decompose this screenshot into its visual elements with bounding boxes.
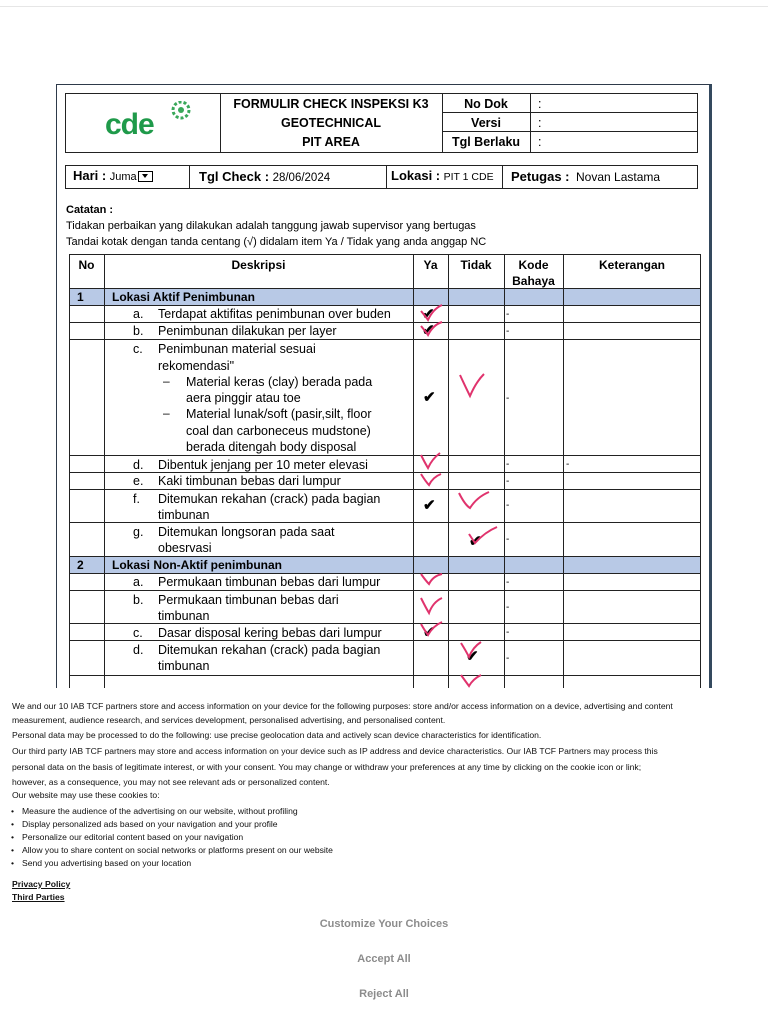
petugas-label: Petugas : [511, 169, 570, 184]
consent-purpose-item: • Send you advertising based on your location [12, 857, 191, 870]
petugas-value: Novan Lastama [576, 170, 661, 184]
item-1f-letter: f. [133, 492, 140, 506]
consent-text-line: Personal data may be processed to do the following: use precise geolocation data and actively scan device characteristics for identification. [12, 730, 542, 740]
item-2d-text-2: timbunan [158, 659, 210, 673]
item-2c-letter: c. [133, 626, 143, 640]
petugas-field [511, 169, 660, 185]
pink-check-icon [459, 640, 485, 660]
item-1b-text: Penimbunan dilakukan per layer [158, 324, 337, 338]
item-2b-letter: b. [133, 593, 144, 607]
item-1g-text-2: obesrvasi [158, 541, 212, 555]
item-2c-text: Dasar disposal kering bebas dari lumpur [158, 626, 382, 640]
item-1c-kode: - [506, 393, 510, 404]
check-mark-icon: ✔ [423, 624, 436, 641]
item-1d-letter: d. [133, 458, 144, 472]
consent-purpose-item: • Allow you to share content on social networks or platforms present on our website [12, 844, 333, 857]
pink-check-icon [457, 372, 487, 400]
customize-choices-button[interactable]: Customize Your Choices [319, 918, 449, 930]
consent-purpose-item: • Display personalized ads based on your navigation and your profile [12, 818, 278, 831]
cde-logo [103, 101, 213, 141]
check-mark-icon: ✔ [469, 533, 482, 550]
consent-text-line: Our third party IAB TCF partners may store and access information on your device such as IP address and device characteristics. Our IAB TCF Partners may process this [12, 746, 658, 756]
check-mark-icon: ✔ [422, 322, 435, 339]
versi-label: Versi [471, 116, 501, 130]
tgl-check-value: 28/06/2024 [272, 172, 331, 184]
hari-value: Juma [109, 171, 137, 183]
consent-text-line: measurement, audience research, and services development, personalised advertising, and personalised content. [12, 715, 446, 725]
item-1c-letter: c. [133, 342, 143, 356]
no-dok-label: No Dok [464, 97, 508, 111]
tgl-berlaku-value: : [538, 135, 542, 149]
consent-text-line: personal data on the basis of legitimate interest, or with your consent. You may change or withdraw your preferences at any time by clicking on the cookie icon or link; [12, 762, 642, 772]
item-2d-text-1: Ditemukan rekahan (crack) pada bagian [158, 643, 381, 657]
cookie-consent-panel [0, 688, 768, 1024]
section-2-no: 2 [77, 558, 84, 572]
consent-text-line: however, as a consequence, you may not see relevant ads or personalized content. [12, 777, 330, 787]
consent-purpose-item: • Personalize our editorial content based on your navigation [12, 831, 243, 844]
pink-check-icon [419, 620, 445, 638]
no-dok-value: : [538, 97, 542, 111]
privacy-policy-link[interactable]: Privacy Policy [12, 879, 71, 889]
form-title-line-2: GEOTECHNICAL [281, 116, 381, 130]
item-1f-text-1: Ditemukan rekahan (crack) pada bagian [158, 492, 381, 506]
logo-text: cde [105, 108, 154, 141]
consent-purpose-item: • Measure the audience of the advertising on our website, without profiling [12, 805, 298, 818]
item-2a-letter: a. [133, 575, 144, 589]
item-1c-sub-1a: Material keras (clay) berada pada [186, 375, 373, 389]
item-1c-sub-1b: aera pinggir atau toe [186, 391, 301, 405]
item-1d-keterangan: - [566, 459, 570, 470]
catatan-label: Catatan : [66, 204, 114, 216]
pink-check-icon [419, 571, 445, 587]
item-2c-kode: - [506, 627, 510, 638]
item-1g-kode: - [506, 534, 510, 545]
item-1c-text-2: rekomendasi" [158, 359, 235, 373]
item-1c-sub-2b: coal dan carboneceus mudstone) [186, 424, 371, 438]
top-divider [0, 6, 768, 7]
item-1c-text-1: Penimbunan material sesuai [158, 342, 316, 356]
item-1a-kode: - [506, 309, 510, 320]
pink-check-icon [459, 673, 485, 689]
col-tidak: Tidak [460, 258, 492, 272]
col-no: No [78, 258, 95, 272]
item-2b-kode: - [506, 602, 510, 613]
section-1-no: 1 [77, 290, 84, 304]
check-mark-icon: ✔ [422, 306, 435, 323]
inspection-form-document [56, 84, 712, 690]
col-keterangan: Keterangan [598, 258, 666, 272]
item-2a-text: Permukaan timbunan bebas dari lumpur [158, 575, 381, 589]
section-1-title: Lokasi Aktif Penimbunan [112, 290, 255, 304]
hari-field [73, 168, 153, 185]
lokasi-label: Lokasi : [391, 168, 441, 183]
col-bahaya: Bahaya [512, 274, 555, 288]
item-1c-sub-2c: berada ditengah body disposal [186, 440, 357, 454]
section-2-title: Lokasi Non-Aktif penimbunan [112, 558, 283, 572]
third-parties-link[interactable]: Third Parties [12, 892, 65, 902]
item-1e-text: Kaki timbunan bebas dari lumpur [158, 474, 341, 488]
item-1e-kode: - [506, 476, 510, 487]
col-ya: Ya [423, 258, 438, 272]
pink-check-icon [419, 594, 445, 616]
hari-label: Hari : [73, 168, 107, 183]
check-mark-icon: ✔ [466, 648, 479, 665]
hari-dropdown-icon[interactable] [138, 171, 153, 182]
item-2d-kode: - [506, 653, 510, 664]
lokasi-value: PIT 1 CDE [443, 171, 494, 183]
col-deskripsi: Deskripsi [231, 258, 286, 272]
item-1c-sub-2a: Material lunak/soft (pasir,silt, floor [186, 407, 372, 421]
item-1d-kode: - [506, 459, 510, 470]
pink-check-icon [419, 471, 445, 487]
item-1d-text: Dibentuk jenjang per 10 meter elevasi [158, 458, 368, 472]
consent-text-line: Our website may use these cookies to: [12, 790, 160, 800]
consent-text-line: We and our 10 IAB TCF partners store and access information on your device for the following purposes: store and/or access information on a device, advertising and content [12, 701, 673, 711]
check-mark-icon: ✔ [423, 497, 436, 514]
item-2d-letter: d. [133, 643, 144, 657]
form-title-line-1: FORMULIR CHECK INSPEKSI K3 [233, 97, 429, 111]
note-supervisor: Tidakan perbaikan yang dilakukan adalah tanggung jawab supervisor yang bertugas [66, 220, 476, 232]
check-mark-icon: ✔ [423, 389, 436, 406]
item-1b-kode: - [506, 326, 510, 337]
pink-check-icon [467, 524, 499, 546]
item-1f-text-2: timbunan [158, 508, 210, 522]
pink-check-icon [457, 489, 491, 511]
item-2b-text-1: Permukaan timbunan bebas dari [158, 593, 339, 607]
form-title-line-3: PIT AREA [302, 135, 360, 149]
note-checkmark: Tandai kotak dengan tanda centang (√) didalam item Ya / Tidak yang anda anggap NC [66, 236, 487, 248]
item-1a-letter: a. [133, 307, 144, 321]
pink-check-icon [419, 320, 445, 338]
item-1a-text: Terdapat aktifitas penimbunan over buden [158, 307, 391, 321]
col-kode: Kode [518, 258, 549, 272]
accept-all-button[interactable]: Accept All [357, 953, 411, 965]
sub-bullet-dash: – [163, 406, 170, 420]
item-2b-text-2: timbunan [158, 609, 210, 623]
pink-check-icon [419, 451, 445, 471]
tgl-berlaku-label: Tgl Berlaku [451, 135, 521, 149]
tgl-field [199, 169, 330, 186]
item-1e-letter: e. [133, 474, 144, 488]
item-1f-kode: - [506, 500, 510, 511]
reject-all-button[interactable]: Reject All [359, 988, 409, 1000]
item-1g-letter: g. [133, 525, 144, 539]
item-1b-letter: b. [133, 324, 144, 338]
item-1g-text-1: Ditemukan longsoran pada saat [158, 525, 335, 539]
sub-bullet-dash: – [163, 374, 170, 388]
item-2a-kode: - [506, 577, 510, 588]
versi-value: : [538, 116, 542, 130]
tgl-check-label: Tgl Check : [199, 169, 270, 184]
lokasi-field [391, 168, 494, 185]
